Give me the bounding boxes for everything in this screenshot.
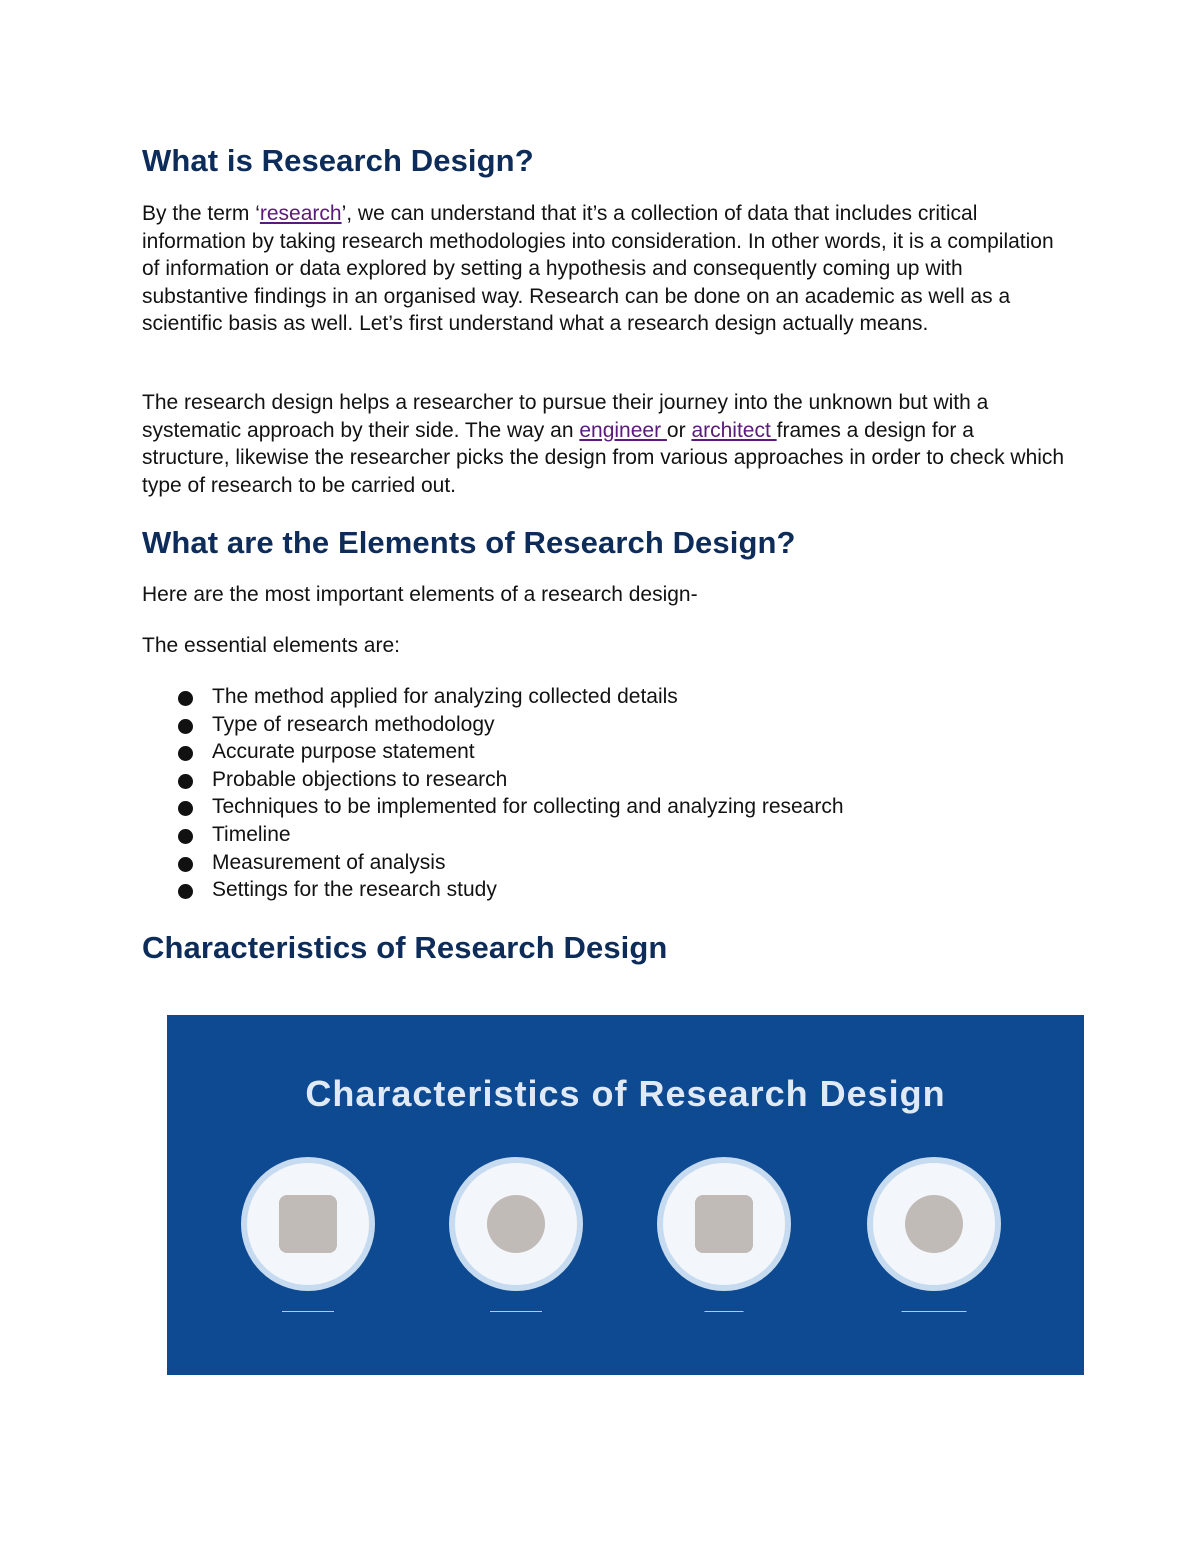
icon-glyph xyxy=(487,1195,545,1253)
list-item xyxy=(142,711,844,739)
text-span: By the term ‘ xyxy=(142,202,260,225)
figure-title: Characteristics of Research Design xyxy=(305,1073,946,1114)
bullet-icon xyxy=(178,801,193,816)
brain-icon xyxy=(455,1163,577,1285)
list-item-text: Type of research methodology xyxy=(212,712,495,736)
figure-icons-row xyxy=(167,1163,1084,1363)
heading-elements-of-research-design: What are the Elements of Research Design? xyxy=(142,525,796,560)
list-item-text: Settings for the research study xyxy=(212,878,497,902)
characteristics-figure xyxy=(167,1015,1084,1375)
link-research[interactable]: research xyxy=(259,202,342,225)
grid-icon xyxy=(247,1163,369,1285)
list-item-text: Accurate purpose statement xyxy=(212,740,475,764)
list-item xyxy=(142,793,844,821)
bullet-icon xyxy=(178,829,193,844)
bullet-icon xyxy=(178,746,193,761)
list-item xyxy=(142,766,844,794)
list-item-text: Probable objections to research xyxy=(212,767,508,791)
paragraph-research-design-purpose xyxy=(142,389,1067,499)
link-engineer[interactable]: engineer xyxy=(579,418,667,442)
list-item-text: Measurement of analysis xyxy=(212,850,446,874)
icon-glyph xyxy=(905,1195,963,1253)
list-item xyxy=(142,738,844,766)
elements-list xyxy=(142,683,844,904)
icon-glyph xyxy=(695,1195,753,1253)
list-item-text: Techniques to be implemented for collecting and analyzing research xyxy=(212,795,844,819)
list-item xyxy=(142,683,844,711)
heading-characteristics-of-research-design: Characteristics of Research Design xyxy=(142,930,668,965)
list-item xyxy=(142,821,844,849)
list-item-text: The method applied for analyzing collected details xyxy=(212,685,678,708)
list-item xyxy=(142,876,844,904)
text-span: The research design helps a researcher to pursue their journey into the unknown but with a systematic approach by their side. The way an xyxy=(142,391,989,442)
figure-caption: ———— xyxy=(490,1303,542,1318)
text-span: ’, we can understand that it’s a collection of data that includes critical information by taking research methodologies into consideration. In other words, it is a compilation of information or data explored by setting a hypothesis and consequently coming up with substantive findings in an organised way. Research can be done on an academic as well as a scientific basis as well. Let’s first understand what a research design actually means. xyxy=(142,202,1054,336)
icon-glyph xyxy=(279,1195,337,1253)
paragraph-elements-intro: Here are the most important elements of a research design- xyxy=(142,583,698,606)
paragraph-essential-elements: The essential elements are: xyxy=(142,634,400,657)
bullet-icon xyxy=(178,719,193,734)
gear-icon xyxy=(873,1163,995,1285)
bullet-icon xyxy=(178,884,193,899)
text-span: or xyxy=(666,418,692,442)
bullet-icon xyxy=(178,857,193,872)
list-item xyxy=(142,849,844,877)
figure-caption: ——— xyxy=(704,1303,744,1318)
figure-caption: ————— xyxy=(901,1303,967,1318)
list-item-text: Timeline xyxy=(212,822,291,846)
paragraph-research-definition xyxy=(142,200,1067,338)
figure-caption: ———— xyxy=(282,1303,334,1318)
link-architect[interactable]: architect xyxy=(691,418,777,442)
text-span: frames a design for a structure, likewise the researcher picks the design from various approaches in order to check which type of research to be carried out. xyxy=(142,418,1065,497)
document-icon xyxy=(663,1163,785,1285)
heading-what-is-research-design: What is Research Design? xyxy=(142,143,534,178)
bullet-icon xyxy=(178,691,193,706)
bullet-icon xyxy=(178,774,193,789)
